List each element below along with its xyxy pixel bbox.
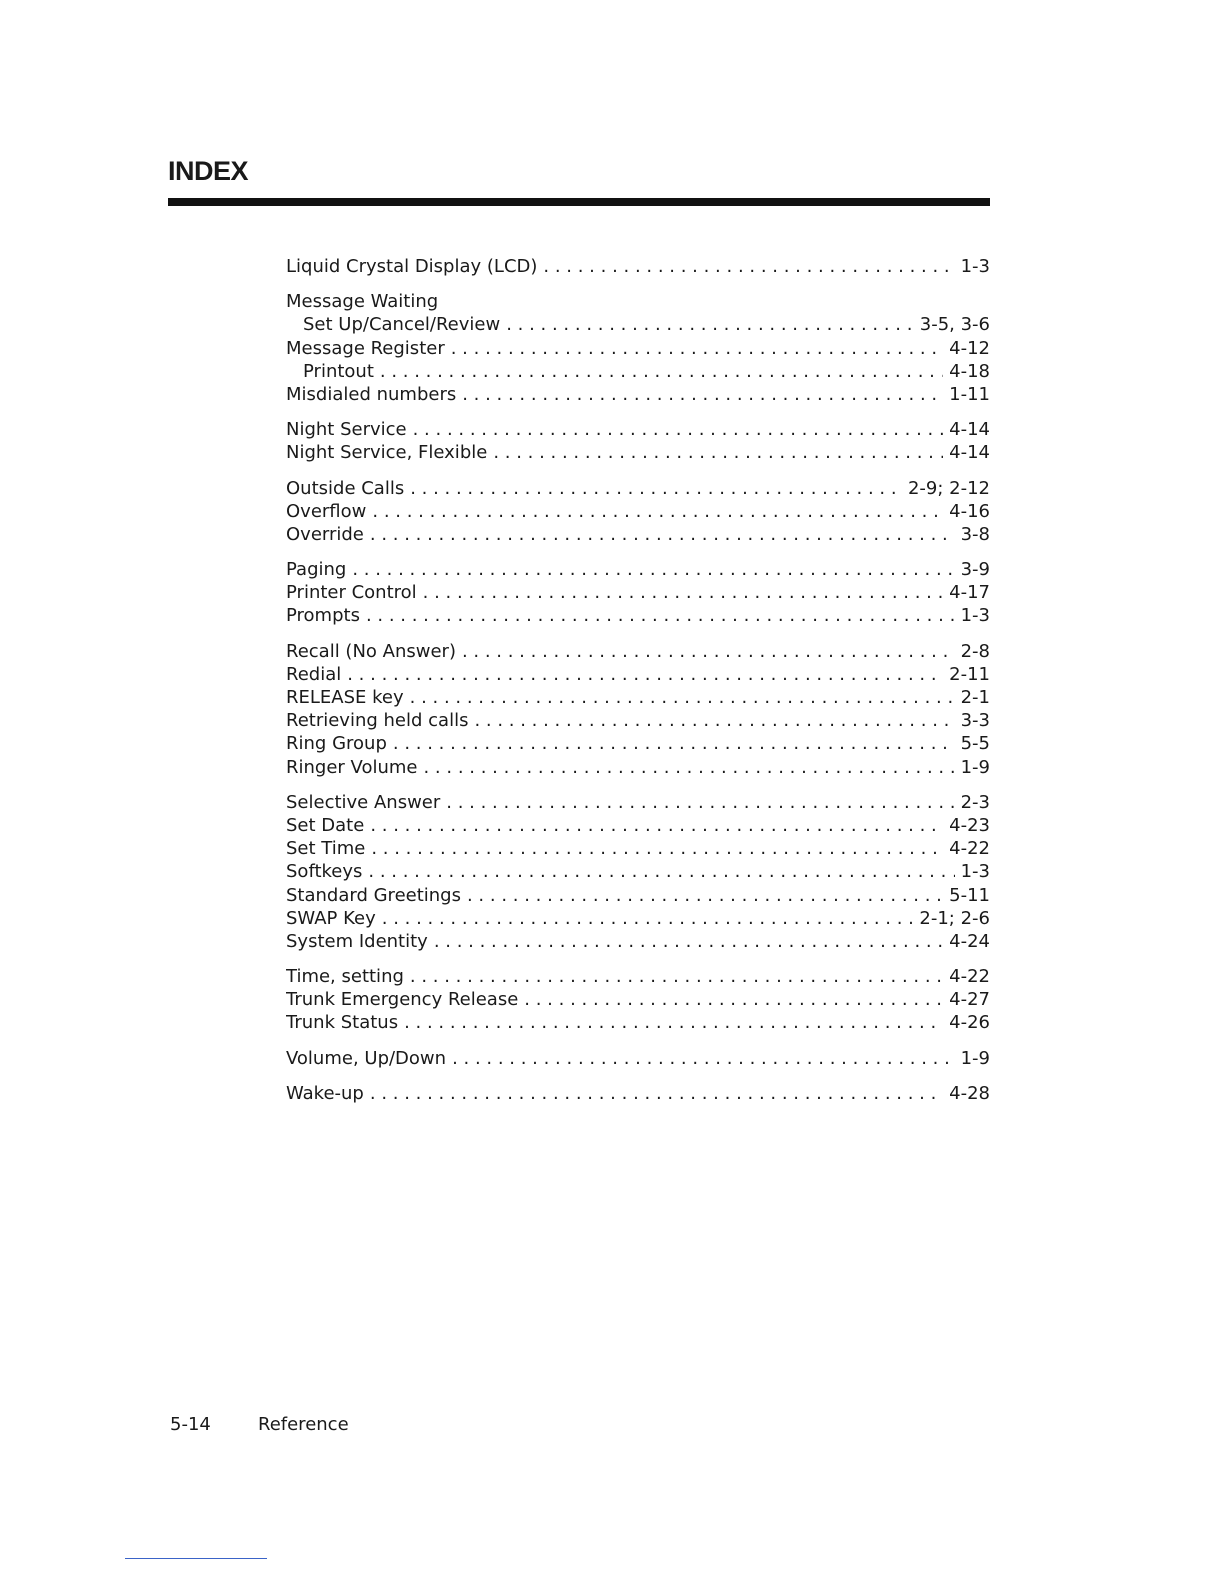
index-entry	[286, 814, 990, 837]
index-term: Trunk Emergency Release	[286, 989, 519, 1011]
index-term: Volume, Up/Down	[286, 1047, 447, 1069]
dot-leader	[423, 756, 954, 779]
index-entry	[286, 604, 990, 627]
index-page-ref: 4-12	[949, 337, 990, 359]
index-term: Retrieving held calls	[286, 710, 469, 732]
index-entry	[286, 791, 990, 814]
dot-leader	[393, 732, 955, 755]
index-entry	[286, 884, 990, 907]
index-page-ref: 1-3	[960, 256, 990, 277]
index-term: Message Waiting	[286, 291, 439, 313]
index-group	[286, 1047, 990, 1070]
index-entry	[286, 383, 990, 406]
index-page-ref: 2-8	[960, 640, 990, 662]
index-entry	[286, 360, 990, 383]
dot-leader	[543, 255, 954, 278]
index-term: Standard Greetings	[286, 884, 461, 906]
dot-leader	[404, 1011, 943, 1034]
dot-leader	[451, 337, 943, 360]
dot-leader	[434, 930, 943, 953]
index-entry	[286, 930, 990, 953]
dot-leader	[410, 965, 943, 988]
index-entry	[286, 1047, 990, 1070]
index-group	[286, 1082, 990, 1105]
dot-leader	[524, 988, 943, 1011]
index-page-ref: 4-28	[949, 1082, 990, 1104]
dot-leader	[352, 558, 954, 581]
footer-page-number: 5-14	[170, 1414, 211, 1435]
index-group	[286, 418, 990, 464]
dot-leader	[370, 1082, 943, 1105]
index-term: Night Service	[286, 419, 407, 441]
index-group	[286, 290, 990, 406]
index-page-ref: 4-14	[949, 442, 990, 464]
index-page-ref: 4-26	[949, 1012, 990, 1034]
index-term: Misdialed numbers	[286, 383, 457, 405]
index-entry	[286, 581, 990, 604]
index-entry	[286, 500, 990, 523]
index-entry	[286, 313, 990, 336]
index-page-ref: 2-1	[960, 687, 990, 708]
index-term: Redial	[286, 663, 342, 685]
dot-leader	[413, 418, 944, 441]
title-rule	[168, 198, 990, 206]
dot-leader	[446, 791, 954, 814]
dot-leader	[467, 884, 943, 907]
index-list	[286, 255, 990, 1117]
dot-leader	[372, 500, 943, 523]
index-term: Ringer Volume	[286, 756, 418, 778]
index-term: Selective Answer	[286, 791, 441, 813]
index-page-ref: 4-16	[949, 500, 990, 522]
index-page-ref: 4-22	[949, 838, 990, 860]
index-page-ref: 2-9; 2-12	[907, 477, 990, 499]
index-term: Set Time	[286, 838, 366, 860]
index-entry	[286, 418, 990, 441]
dot-leader	[462, 383, 943, 406]
index-entry	[286, 640, 990, 663]
index-term: Outside Calls	[286, 477, 405, 499]
dot-leader	[410, 686, 955, 709]
index-term: Set Date	[286, 814, 365, 836]
index-page-ref: 2-3	[960, 791, 990, 813]
index-term: Printout	[303, 360, 374, 382]
index-page-ref: 4-14	[949, 419, 990, 441]
index-page-ref: 1-3	[960, 861, 990, 883]
dot-leader	[462, 640, 955, 663]
index-term: Night Service, Flexible	[286, 442, 488, 464]
index-page-ref: 4-27	[949, 989, 990, 1011]
index-entry	[286, 337, 990, 360]
index-entry	[286, 907, 990, 930]
index-page-ref: 5-5	[960, 733, 990, 755]
index-page-ref: 4-22	[949, 966, 990, 988]
dot-leader	[370, 814, 943, 837]
index-page-ref: 1-3	[960, 605, 990, 627]
index-term: Recall (No Answer)	[286, 640, 456, 662]
dot-leader	[366, 604, 955, 627]
index-entry	[286, 965, 990, 988]
dot-leader	[410, 477, 902, 500]
footer-section-name: Reference	[258, 1414, 349, 1435]
index-page-ref: 1-9	[960, 756, 990, 778]
dot-leader	[452, 1047, 955, 1070]
index-entry	[286, 663, 990, 686]
dot-leader	[423, 581, 943, 604]
index-page-ref: 3-8	[960, 523, 990, 545]
index-page-ref: 1-11	[949, 383, 990, 405]
index-group	[286, 558, 990, 628]
index-entry	[286, 1011, 990, 1034]
index-page-ref: 1-9	[960, 1047, 990, 1069]
index-entry	[286, 523, 990, 546]
index-entry	[286, 988, 990, 1011]
index-term: Softkeys	[286, 861, 363, 883]
index-entry	[286, 686, 990, 709]
index-page-ref: 3-5, 3-6	[919, 314, 990, 336]
index-term: Override	[286, 523, 364, 545]
index-group	[286, 477, 990, 547]
index-page-ref: 4-23	[949, 814, 990, 836]
index-term: Printer Control	[286, 582, 417, 604]
index-entry	[286, 709, 990, 732]
index-entry	[286, 255, 990, 278]
index-entry	[286, 732, 990, 755]
index-page-ref: 4-18	[949, 360, 990, 382]
index-page-ref: 2-11	[949, 663, 990, 685]
index-term: RELEASE key	[286, 687, 404, 708]
index-entry	[286, 756, 990, 779]
index-group	[286, 791, 990, 953]
index-entry	[286, 477, 990, 500]
index-page-ref: 2-1; 2-6	[919, 907, 990, 929]
index-term: Time, setting	[286, 966, 404, 988]
dot-leader	[380, 360, 943, 383]
index-group	[286, 255, 990, 278]
dot-leader	[474, 709, 954, 732]
dot-leader	[368, 860, 954, 883]
page-title: INDEX	[168, 156, 249, 186]
index-term: Liquid Crystal Display (LCD)	[286, 256, 538, 277]
dot-leader	[493, 441, 943, 464]
index-entry	[286, 441, 990, 464]
index-entry	[286, 1082, 990, 1105]
dot-leader	[506, 313, 914, 336]
index-entry	[286, 558, 990, 581]
index-page-ref: 3-9	[960, 559, 990, 581]
index-page-ref: 5-11	[949, 884, 990, 906]
index-term: Wake-up	[286, 1082, 364, 1104]
index-term: Trunk Status	[286, 1012, 399, 1034]
dot-leader	[371, 837, 943, 860]
index-term: SWAP Key	[286, 907, 376, 929]
index-term: Set Up/Cancel/Review	[303, 314, 501, 336]
index-group	[286, 640, 990, 779]
index-term: Prompts	[286, 605, 360, 627]
index-term: Ring Group	[286, 733, 387, 755]
index-page-ref: 3-3	[960, 710, 990, 732]
index-entry	[286, 860, 990, 883]
index-term: System Identity	[286, 930, 428, 952]
scan-edge-line	[125, 1558, 267, 1559]
index-entry	[286, 290, 990, 313]
index-page-ref: 4-17	[949, 582, 990, 604]
dot-leader	[370, 523, 955, 546]
index-term: Message Register	[286, 337, 445, 359]
index-term: Overflow	[286, 500, 367, 522]
index-group	[286, 965, 990, 1035]
index-entry	[286, 837, 990, 860]
dot-leader	[382, 907, 914, 930]
index-page-ref: 4-24	[949, 930, 990, 952]
index-term: Paging	[286, 559, 347, 581]
dot-leader	[347, 663, 943, 686]
